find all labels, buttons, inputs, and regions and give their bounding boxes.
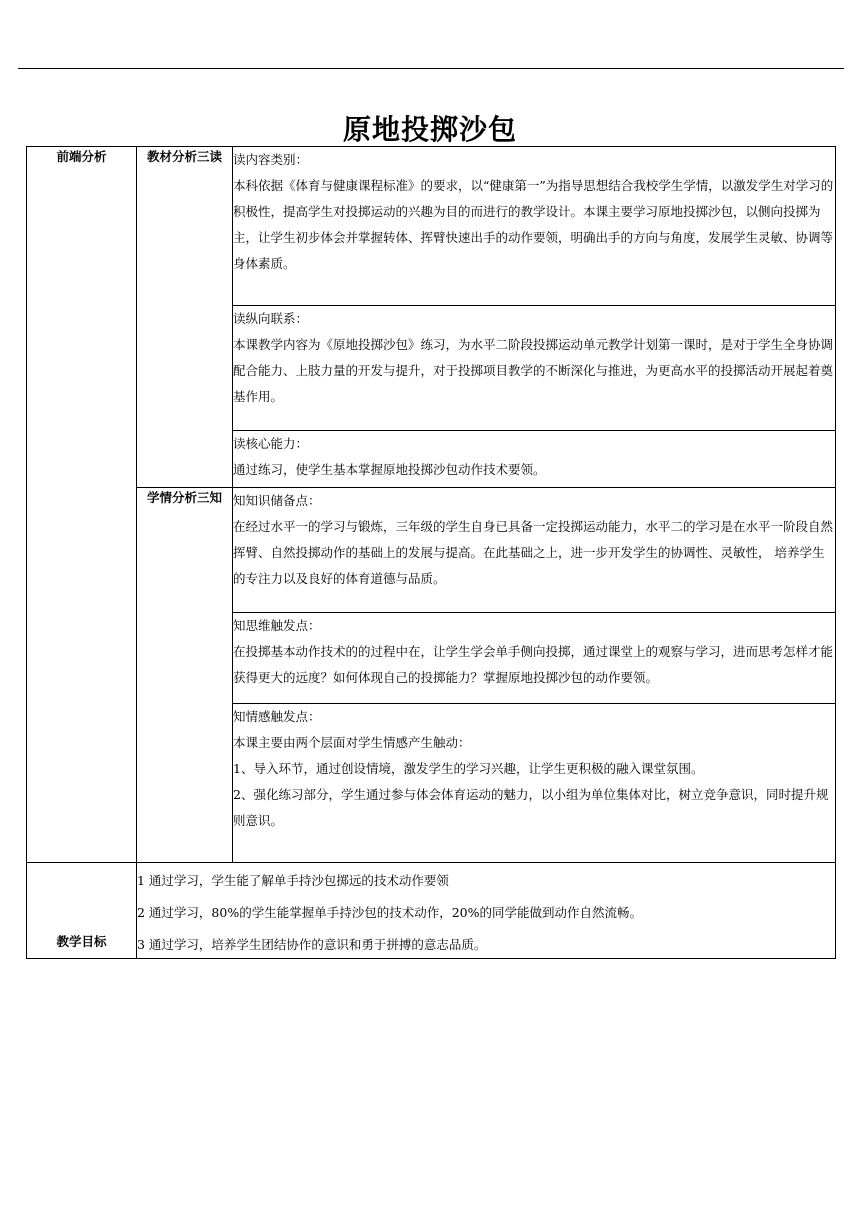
learner-analysis-label: 学情分析三知 (137, 488, 233, 863)
block-text: 通过练习，使学生基本掌握原地投掷沙包动作技术要领。 (233, 462, 546, 477)
block-heading: 读纵向联系： (233, 311, 309, 326)
objective-item: 3 通过学习，培养学生团结协作的意识和勇于拼搏的意志品质。 (137, 937, 487, 952)
material-analysis-label: 教材分析三读 (137, 147, 233, 488)
emotion-line: 1、导入环节，通过创设情境，激发学生的学习兴趣，让学生更积极的融入课堂氛围。 (233, 761, 704, 776)
objectives-content (137, 863, 836, 959)
block-heading: 知思维触发点： (233, 618, 321, 633)
table-row (27, 863, 836, 959)
block-heading: 读内容类别： (233, 152, 309, 167)
block-text: 本课教学内容为《原地投掷沙包》练习，为水平二阶段投掷运动单元教学计划第一课时，是对于学生全身协调配合能力、上肢力量的开发与提升，对于投掷项目教学的不断深化与推进，为更高水平的投掷活动开展起着奠基作用。 (233, 337, 834, 404)
block-text: 在经过水平一的学习与锻炼，三年级的学生自身已具备一定投掷运动能力，水平二的学习是在水平一阶段自然挥臂、自然投掷动作的基础上的发展与提高。在此基础之上，进一步开发学生的协调性、灵敏性， 培养学生的专注力以及良好的体育道德与品质。 (233, 519, 834, 586)
block-text: 本科依据《体育与健康课程标准》的要求，以“健康第一”为指导思想结合我校学生学情，以激发学生对学习的积极性，提高学生对投掷运动的兴趣为目的而进行的教学设计。本课主要学习原地投掷沙包，以侧向投掷为主，让学生初步体会并掌握转体、挥臂快速出手的动作要领，明确出手的方向与角度，发展学生灵敏、协调等身体素质。 (233, 178, 834, 271)
block-heading: 读核心能力： (233, 436, 309, 451)
block-heading: 知知识储备点： (233, 493, 321, 508)
material-block-content (233, 431, 836, 488)
objective-item: 1 通过学习，学生能了解单手持沙包掷远的技术动作要领 (137, 873, 449, 888)
block-text: 在投掷基本动作技术的的过程中在，让学生学会单手侧向投掷，通过课堂上的观察与学习，进而思考怎样才能获得更大的远度？如何体现自己的投掷能力？掌握原地投掷沙包的动作要领。 (233, 644, 834, 685)
table-row (27, 488, 836, 613)
table-row (27, 147, 836, 306)
material-block-content (233, 306, 836, 431)
learner-block-content (233, 488, 836, 613)
header-rule (18, 68, 844, 69)
frontend-analysis-label: 前端分析 (27, 147, 137, 863)
learner-block-content (233, 613, 836, 704)
learner-block-content (233, 704, 836, 863)
objectives-label: 教学目标 (27, 863, 137, 959)
emotion-line: 2、强化练习部分，学生通过参与体会体育运动的魅力，以小组为单位集体对比，树立竞争意识，同时提升规则意识。 (233, 787, 829, 828)
objective-item: 2 通过学习，80%的学生能掌握单手持沙包的技术动作，20%的同学能做到动作自然流畅。 (137, 905, 642, 920)
page-title: 原地投掷沙包 (342, 113, 517, 146)
material-block-content (233, 147, 836, 306)
lesson-plan-table (26, 146, 836, 959)
block-heading: 知情感触发点： (233, 709, 321, 724)
emotion-line: 本课主要由两个层面对学生情感产生触动： (233, 735, 471, 750)
